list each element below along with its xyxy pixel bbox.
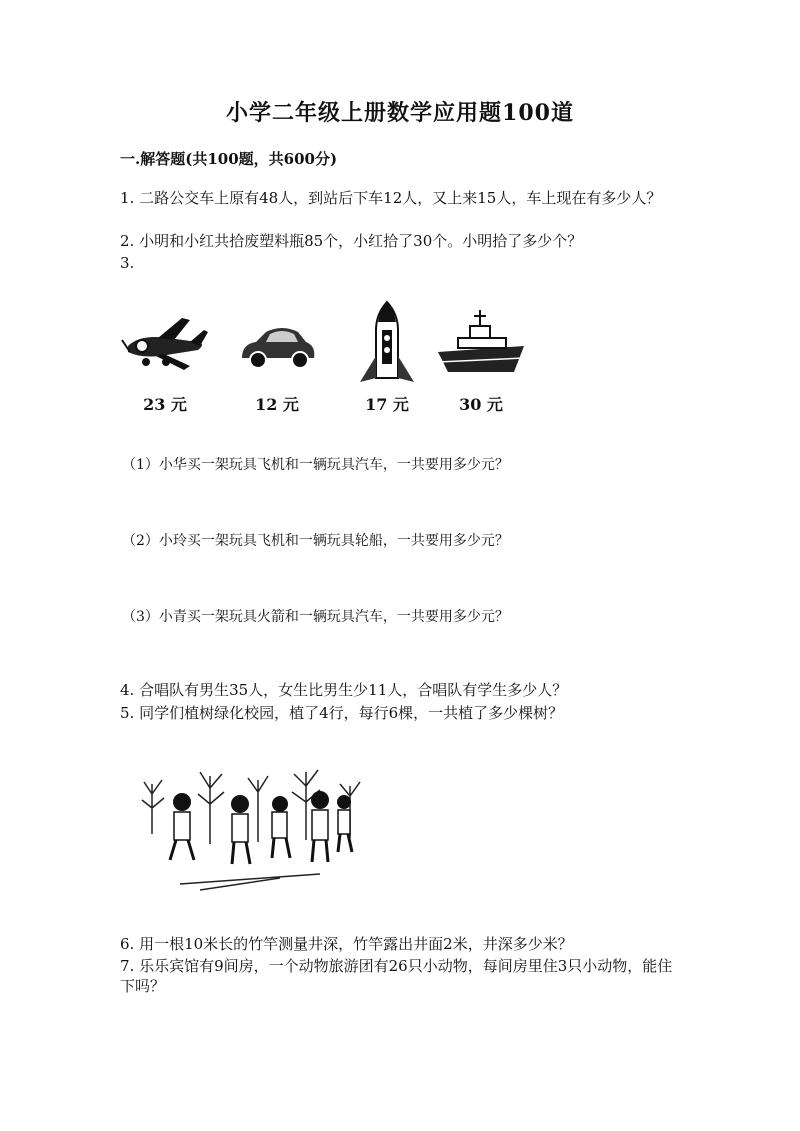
children-planting-trees-icon [140,764,370,894]
section-heading: 一.解答题(共100题，共600分) [120,150,338,168]
rocket-icon [342,300,432,390]
tree-planting-illustration [140,764,370,898]
ship-icon [436,300,526,380]
question-4: 4. 合唱队有男生35人，女生比男生少11人，合唱队有学生多少人？ [120,681,568,699]
car-icon [232,300,322,380]
question-7: 7. 乐乐宾馆有9间房，一个动物旅游团有26只小动物，每间房里住3只小动物，能住下吗？ [120,957,673,995]
question-6: 6. 用一根10米长的竹竿测量井深，竹竿露出井面2米，井深多少米？ [120,935,573,953]
question-3: 3. [120,254,135,272]
toy-car [232,300,322,420]
toy-price-figure [120,300,540,420]
toy-price: 12 元 [255,395,299,414]
toy-rocket [342,300,432,420]
toy-airplane [120,300,210,420]
sub-question-3: （3）小青买一架玩具火箭和一辆玩具汽车，一共要用多少元？ [122,609,509,625]
sub-question-1: （1）小华买一架玩具飞机和一辆玩具汽车，一共要用多少元？ [122,457,509,473]
page-title: 小学二年级上册数学应用题100道 [226,100,574,126]
toy-price: 23 元 [143,395,187,414]
toy-ship [436,300,526,420]
sub-question-2: （2）小玲买一架玩具飞机和一辆玩具轮船，一共要用多少元？ [122,533,509,549]
question-2: 2. 小明和小红共拾废塑料瓶85个，小红拾了30个。小明拾了多少个？ [120,232,583,250]
question-1: 1. 二路公交车上原有48人，到站后下车12人，又上来15人，车上现在有多少人？ [120,189,662,207]
airplane-icon [120,300,210,380]
question-5: 5. 同学们植树绿化校园，植了4行，每行6棵，一共植了多少棵树？ [120,704,564,722]
toy-price: 17 元 [365,395,409,414]
toy-price: 30 元 [459,395,503,414]
